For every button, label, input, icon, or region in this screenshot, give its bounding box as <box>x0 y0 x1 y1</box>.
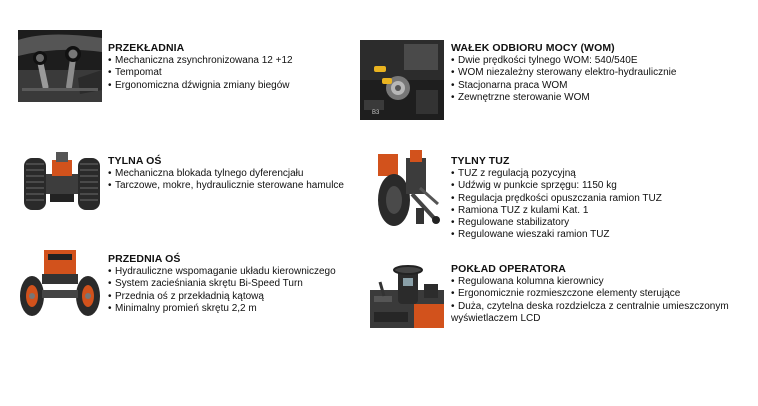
list-item: • Regulacja prędkości opuszczania ramion TUZ <box>451 192 662 204</box>
list-item: • Dwie prędkości tylnego WOM: 540/540E <box>451 55 638 66</box>
section-title: TYLNA OŚ <box>108 155 162 167</box>
list-item: • Ramiona TUZ z kulami Kat. 1 <box>451 204 589 216</box>
list-item: • Mechaniczna zsynchronizowana 12 +12 <box>108 55 293 66</box>
list-item: • Tempomat <box>108 67 162 79</box>
list-item: • Hydrauliczne wspomaganie układu kierowniczego <box>108 266 336 277</box>
section-title: PRZEDNIA OŚ <box>108 253 181 265</box>
feature-list <box>108 55 348 92</box>
list-item: • Duża, czytelna deska rozdzielcza z centralnie umieszczonym wyświetlaczem LCD <box>451 300 729 324</box>
feature-list <box>451 168 751 242</box>
list-item: • Udźwig w punkcie sprzęgu: 1150 kg <box>451 180 617 192</box>
operator-deck-photo <box>370 260 444 328</box>
svg-text:B3: B3 <box>372 110 380 116</box>
gearbox-levers-photo <box>18 30 102 102</box>
feature-list <box>108 266 358 315</box>
section-title: WAŁEK ODBIORU MOCY (WOM) <box>451 42 615 54</box>
list-item: • Przednia oś z przekładnią kątową <box>108 290 264 302</box>
list-item: • Ergonomiczna dźwignia zmiany biegów <box>108 79 290 91</box>
list-item: • TUZ z regulacją pozycyjną <box>451 168 576 179</box>
feature-list <box>108 168 358 193</box>
pto-shaft-photo <box>360 40 444 120</box>
front-axle-photo <box>18 248 102 318</box>
list-item: • Stacjonarna praca WOM <box>451 79 568 91</box>
section-title: TYLNY TUZ <box>451 155 510 167</box>
list-item: • Regulowane wieszaki ramion TUZ <box>451 229 610 241</box>
list-item: • Regulowane stabilizatory <box>451 217 570 229</box>
list-item: • Minimalny promień skrętu 2,2 m <box>108 302 257 314</box>
section-title: POKŁAD OPERATORA <box>451 263 566 275</box>
list-item: • System zacieśniania skrętu Bi-Speed Turn <box>108 278 303 290</box>
list-item: • Mechaniczna blokada tylnego dyferencjału <box>108 168 304 179</box>
rear-axle-photo <box>22 150 102 212</box>
list-item: • Zewnętrzne sterowanie WOM <box>451 91 590 103</box>
list-item: • Regulowana kolumna kierownicy <box>451 276 604 287</box>
section-title: PRZEKŁADNIA <box>108 42 185 54</box>
rear-linkage-photo <box>376 148 444 230</box>
list-item: • Tarczowe, mokre, hydraulicznie sterowane hamulce <box>108 180 344 192</box>
list-item: • Ergonomicznie rozmieszczone elementy sterujące <box>451 288 681 300</box>
feature-list <box>451 276 756 325</box>
list-item: • WOM niezależny sterowany elektro-hydraulicznie <box>451 67 677 79</box>
feature-list <box>451 55 751 104</box>
